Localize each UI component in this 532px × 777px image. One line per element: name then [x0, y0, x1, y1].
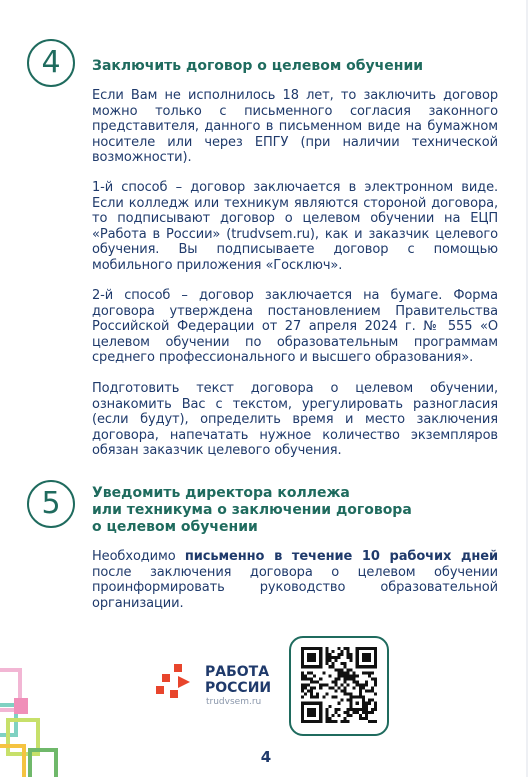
qr-code-icon [301, 647, 377, 723]
notify-prefix: Необходимо [92, 549, 185, 564]
step-title-5 [92, 485, 502, 536]
step-title-5-line1: Уведомить директора коллежа [92, 485, 350, 501]
paragraph-consent: Если Вам не исполнилось 18 лет, то заключить договор можно только с письменного согласия законного представителя, данного в письменном виде на бумажном носителе или через ЕПГУ (при наличии технической возможности). [92, 88, 498, 165]
page-edge [526, 0, 528, 777]
notify-deadline: письменно в течение 10 рабочих дней [184, 549, 499, 564]
paragraph-notify-director [92, 549, 498, 611]
page-number: 4 [260, 748, 272, 766]
notify-suffix: после заключения договора о целевом обучении проинформировать руководство образовательной организации. [92, 564, 498, 611]
step-title-5-line2: или техникума о заключении договора [92, 502, 412, 518]
paragraph-electronic-method: 1-й способ – договор заключается в электронном виде. Если колледж или техникум являются стороной договора, то подписывают договор о целевом обучении на ЕЦП «Работа в России» (trudvsem.ru), как и заказчик целевого обучения. Вы подписываете договор с помощью мобильного приложения «Госключ». [92, 180, 498, 273]
rabota-rossii-logo [152, 656, 282, 716]
logo-text-line2: РОССИИ [205, 680, 272, 696]
paragraph-paper-method: 2-й способ – договор заключается на бумаге. Форма договора утверждена постановлением Правительства Российской Федерации от 27 апреля 2024 г. № 555 «О целевом обучении по образовательным программам среднего профессионального и высшего образования». [92, 288, 498, 365]
logo-url: trudvsem.ru [206, 697, 262, 707]
paragraph-preparation: Подготовить текст договора о целевом обучении, ознакомить Вас с текстом, урегулировать разногласия (если будут), определить время и место заключения договора, напечатать нужное количество экземпляров обязан заказчик целевого обучения. [92, 381, 498, 458]
step-title-4: Заключить договор о целевом обучении [92, 58, 424, 74]
rabota-rossii-logo-icon [152, 658, 200, 706]
qr-code-frame[interactable] [289, 636, 389, 736]
step-number-4: 4 [27, 39, 75, 87]
step-number-5: 5 [27, 480, 75, 528]
logo-text-line1: РАБОТА [205, 664, 270, 680]
step-title-5-line3: о целевом обучении [92, 519, 258, 535]
